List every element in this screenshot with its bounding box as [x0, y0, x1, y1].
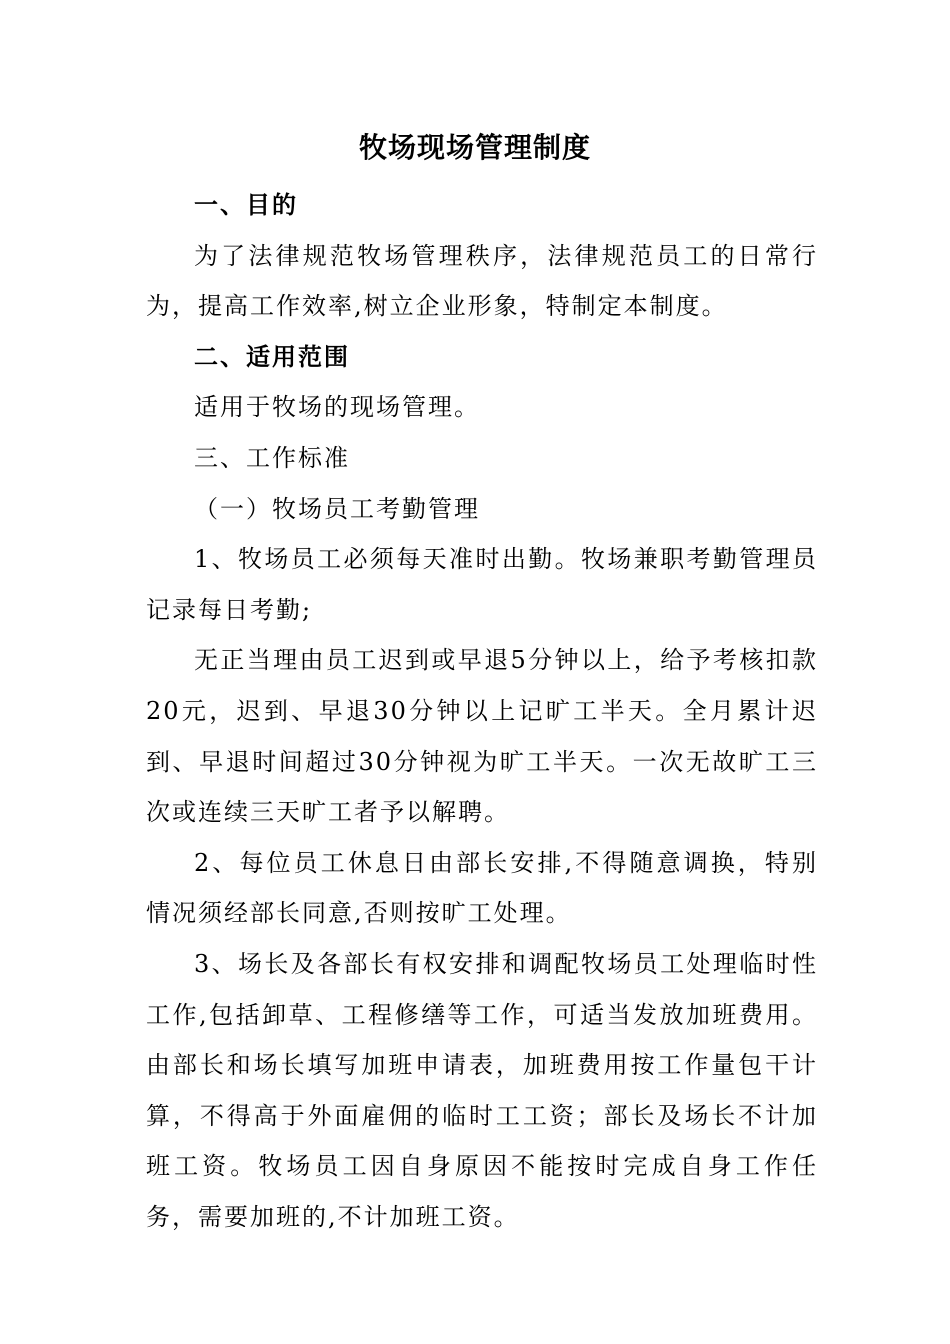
- paragraph: 1、牧场员工必须每天准时出勤。牧场兼职考勤管理员记录每日考勤;: [146, 545, 818, 624]
- section-heading: 二、适用范围: [194, 342, 350, 371]
- document-body: [146, 180, 818, 1242]
- paragraph: 适用于牧场的现场管理。: [194, 393, 480, 422]
- section-heading: 三、工作标准: [194, 443, 350, 472]
- paragraph: 2、每位员工休息日由部长安排,不得随意调换，特别情况须经部长同意,否则按旷工处理。: [146, 848, 818, 928]
- section-heading: 一、目的: [194, 191, 298, 219]
- paragraph: 无正当理由员工迟到或早退5分钟以上，给予考核扣款20元，迟到、早退30分钟以上记旷工半天。全月累计迟到、早退时间超过30分钟视为旷工半天。一次无故旷工三次或连续三天旷工者予以解聘。: [146, 646, 818, 827]
- subsection-heading: （一）牧场员工考勤管理: [194, 494, 480, 523]
- paragraph: 为了法律规范牧场管理秩序，法律规范员工的日常行为，提高工作效率,树立企业形象，特制定本制度。: [146, 241, 818, 321]
- document-title: 牧场现场管理制度: [358, 131, 591, 164]
- paragraph: 3、场长及各部长有权安排和调配牧场员工处理临时性工作,包括卸草、工程修缮等工作，可适当发放加班费用。由部长和场长填写加班申请表，加班费用按工作量包干计算，不得高于外面雇佣的临时工工资；部长及场长不计加班工资。牧场员工因自身原因不能按时完成自身工作任务，需要加班的,不计加班工资。: [146, 949, 818, 1231]
